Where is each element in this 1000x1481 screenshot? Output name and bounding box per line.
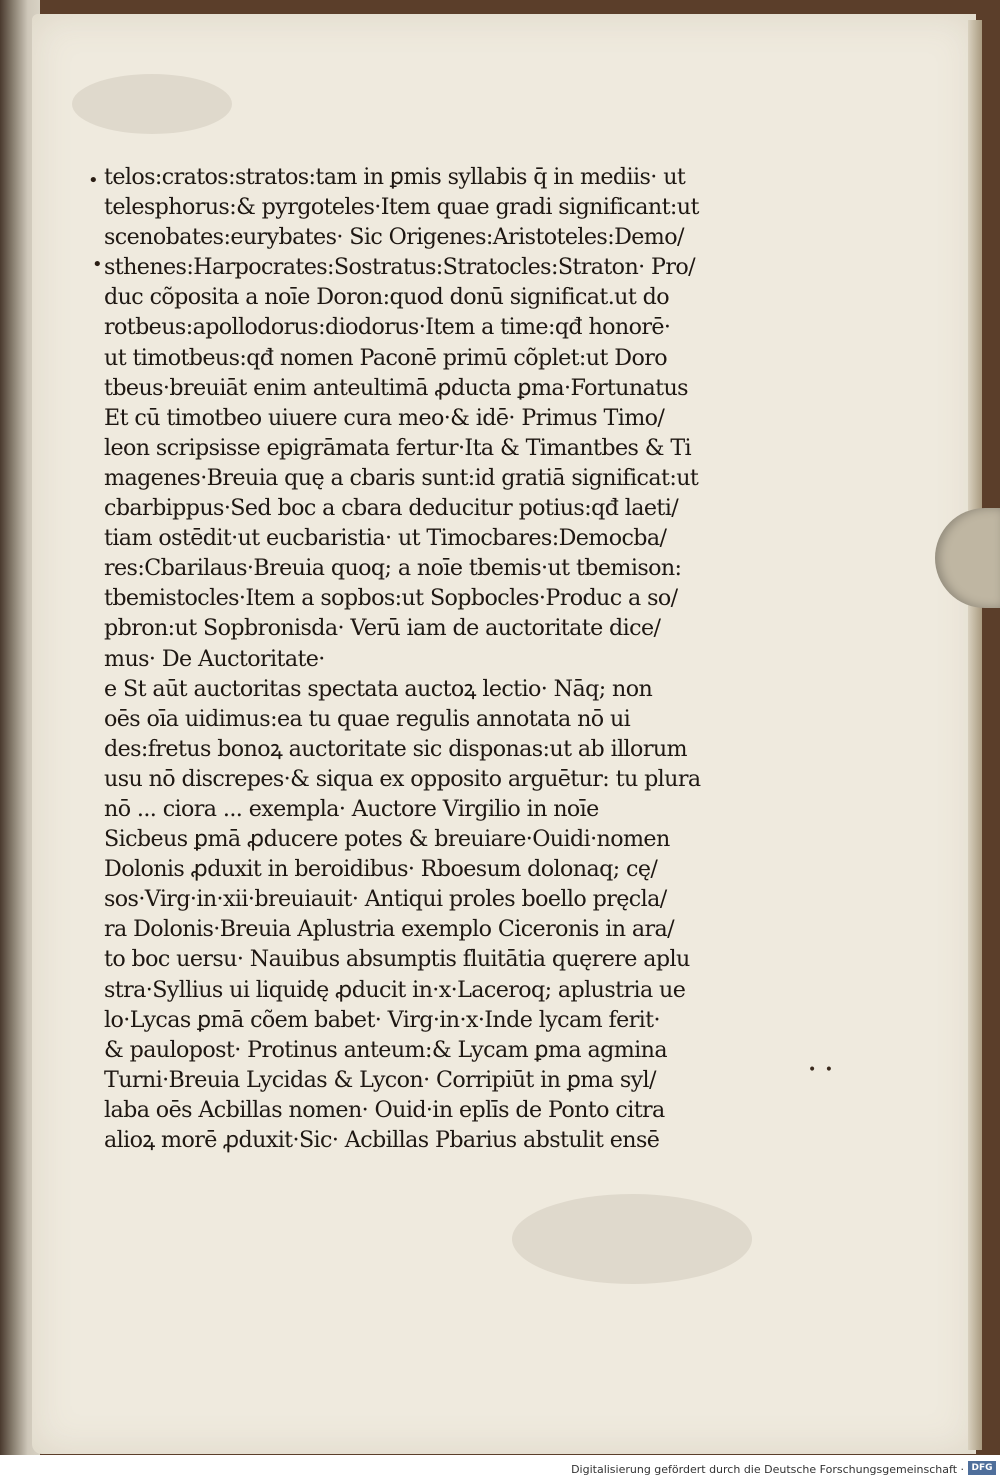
- ink-specks: • •: [808, 1062, 835, 1078]
- text-line: sthenes:Harpocrates:Sostratus:Stratocles:Straton· Pro/: [104, 254, 696, 281]
- text-line: e St aūt auctoritas spectata auctoꝝ lectio· Nāq; non: [104, 675, 653, 702]
- text-line: alioꝝ morē ꝓduxit·Sic· Acbillas Pbarius abstulit ensē: [104, 1127, 660, 1153]
- text-line: stra·Syllius ui liquidę ꝓducit in·x·Laceroq; aplustria ue: [104, 976, 686, 1003]
- text-line: rotbeus:apollodorus:diodorus·Item a time:qđ honorē·: [104, 314, 671, 341]
- text-line: Sicbeus ꝑmā ꝓducere potes & breuiare·Ouidi·nomen: [104, 826, 670, 853]
- text-line: telesphorus:& pyrgoteles·Item quae gradi significant:ut: [104, 194, 699, 221]
- paper-stain: [512, 1194, 752, 1284]
- text-line: & paulopost· Protinus anteum:& Lycam ꝑma agmina: [104, 1036, 667, 1063]
- margin-mark: •: [92, 254, 103, 275]
- section-heading-line: mus· De Auctoritate·: [104, 645, 325, 672]
- text-line: tiam ostēdit·ut eucbaristia· ut Timocbares:Democba/: [104, 525, 667, 552]
- page-fore-edge: [968, 20, 982, 1450]
- footer-bar: [0, 1455, 1000, 1481]
- text-line: Dolonis ꝓduxit in beroidibus· Rboesum dolonaq; cę/: [104, 856, 658, 883]
- text-line: tbeus·breuiāt enim anteultimā ꝓducta ꝑma·Fortunatus: [104, 374, 688, 401]
- margin-mark: •: [88, 170, 99, 191]
- text-line: Et cū timotbeo uiuere cura meo·& idē· Primus Timo/: [104, 404, 665, 431]
- text-line: ut timotbeus:qđ nomen Paconē primū cõplet:ut Doro: [104, 344, 667, 371]
- text-line: lo·Lycas ꝑmā cõem babet· Virg·in·x·Inde lycam ferit·: [104, 1006, 660, 1033]
- text-line: laba oēs Acbillas nomen· Ouid·in eplīs de Ponto citra: [104, 1096, 665, 1123]
- text-line: pbron:ut Sopbronisda· Verū iam de auctoritate dice/: [104, 615, 661, 642]
- text-line: scenobates:eurybates· Sic Origenes:Aristoteles:Demo/: [104, 224, 684, 251]
- text-line: tbemistocles·Item a sopbos:ut Sopbocles·Produc a so/: [104, 585, 678, 612]
- text-line: nō ... ciora ... exempla· Auctore Virgilio in noīe: [104, 795, 599, 822]
- text-line: Turni·Breuia Lycidas & Lycon· Corripiūt in ꝑma syl/: [104, 1066, 656, 1093]
- printed-text-block: [104, 162, 724, 1155]
- text-line: to boc uersu· Nauibus absumptis fluitātia quęrere aplu: [104, 946, 690, 973]
- text-line: telos:cratos:stratos:tam in ꝑmis syllabis q̄ in mediis· ut: [104, 164, 686, 190]
- text-line: usu nō discrepes·& siqua ex opposito arguētur: tu plura: [104, 765, 701, 792]
- text-line: oēs oīa uidimus:ea tu quae regulis annotata nō ui: [104, 705, 631, 732]
- text-line: leon scripsisse epigrāmata fertur·Ita & Timantbes & Ti: [104, 434, 692, 461]
- text-line: sos·Virg·in·xii·breuiauit· Antiqui proles boello pręcla/: [104, 886, 667, 913]
- paper-stain: [72, 74, 232, 134]
- text-line: cbarbippus·Sed boc a cbara deducitur potius:qđ laeti/: [104, 495, 679, 522]
- funding-credit: Digitalisierung gefördert durch die Deutsche Forschungsgemeinschaft ·: [571, 1463, 964, 1476]
- dfg-logo: DFG: [968, 1461, 996, 1475]
- text-line: magenes·Breuia quę a cbaris sunt:id gratiā significat:ut: [104, 464, 699, 491]
- text-line: ra Dolonis·Breuia Aplustria exemplo Ciceronis in ara/: [104, 916, 675, 943]
- text-line: duc cõposita a noīe Doron:quod donū significat.ut do: [104, 284, 670, 311]
- text-line: des:fretus bonoꝝ auctoritate sic disponas:ut ab illorum: [104, 735, 687, 762]
- text-line: res:Cbarilaus·Breuia quoq; a noīe tbemis·ut tbemison:: [104, 555, 682, 582]
